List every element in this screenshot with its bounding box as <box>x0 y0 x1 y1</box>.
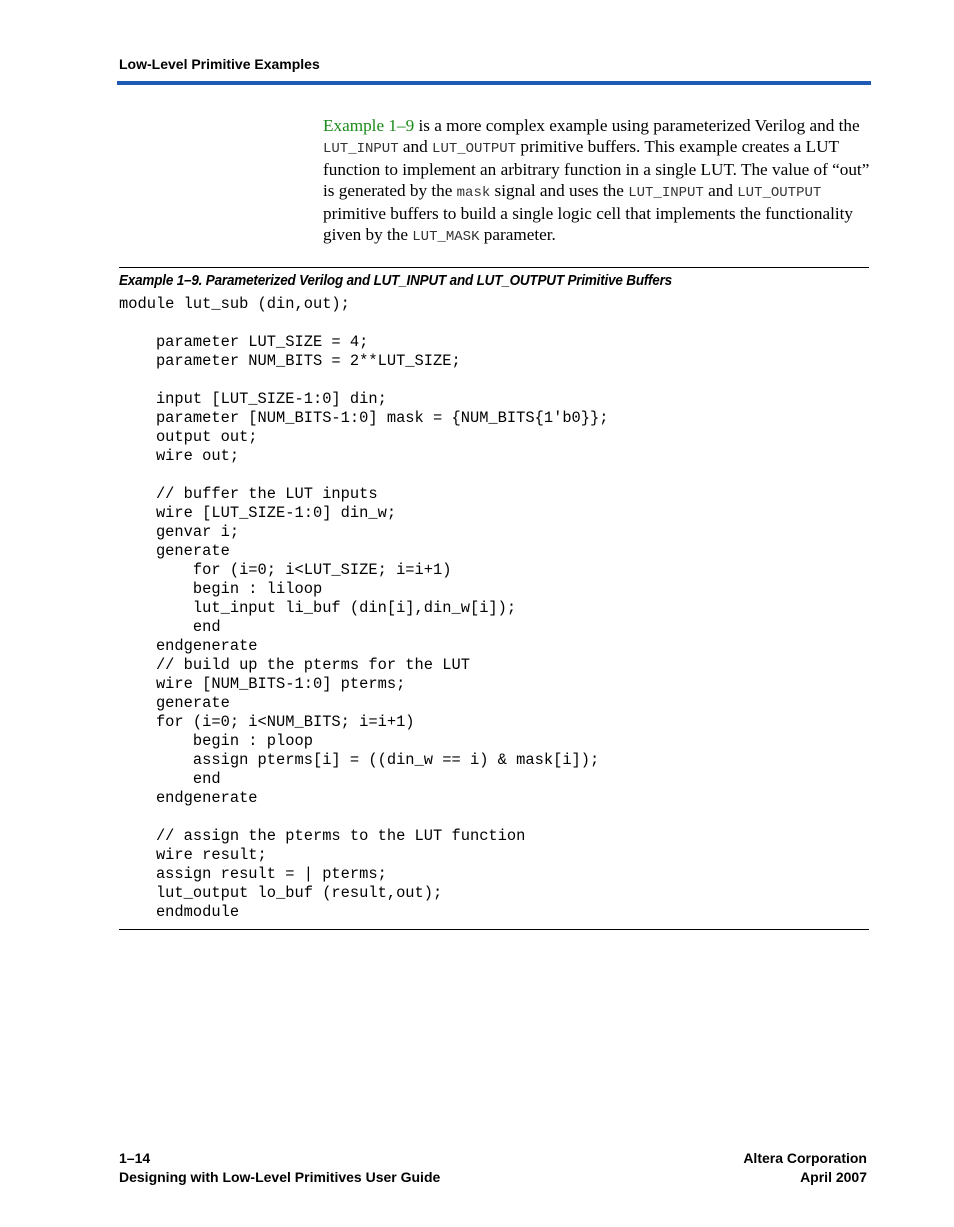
code-line: endgenerate <box>119 789 258 807</box>
example-caption: Example 1–9. Parameterized Verilog and LUT_INPUT and LUT_OUTPUT Primitive Buffers <box>119 273 672 289</box>
code-line: wire [NUM_BITS-1:0] pterms; <box>119 675 406 693</box>
code-line: wire out; <box>119 447 240 465</box>
code-line: end <box>119 618 221 636</box>
intro-paragraph <box>323 116 871 247</box>
code-line: parameter NUM_BITS = 2**LUT_SIZE; <box>119 352 461 370</box>
document-title: Designing with Low-Level Primitives User Guide <box>119 1169 441 1185</box>
header-rule <box>117 81 871 85</box>
code-line: module lut_sub (din,out); <box>119 295 350 313</box>
code-line: for (i=0; i<NUM_BITS; i=i+1) <box>119 713 415 731</box>
code-line: // buffer the LUT inputs <box>119 485 378 503</box>
intro-text-6: primitive buffers to build a single logic cell that implements the functionality given by the <box>323 203 853 244</box>
code-line: endmodule <box>119 903 240 921</box>
code-line: generate <box>119 542 230 560</box>
running-header: Low-Level Primitive Examples <box>119 56 320 72</box>
code-line <box>119 371 609 390</box>
code-mask: mask <box>456 184 491 201</box>
code-lut-input-2: LUT_INPUT <box>628 184 704 201</box>
company-name: Altera Corporation <box>743 1150 867 1166</box>
example-link[interactable]: Example 1–9 <box>323 116 415 135</box>
code-line: lut_input li_buf (din[i],din_w[i]); <box>119 599 517 617</box>
code-lut-output: LUT_OUTPUT <box>432 140 517 157</box>
code-lut-mask: LUT_MASK <box>412 228 480 245</box>
code-line: wire [LUT_SIZE-1:0] din_w; <box>119 504 397 522</box>
code-line: lut_output lo_buf (result,out); <box>119 884 443 902</box>
code-line <box>119 314 609 333</box>
page-number: 1–14 <box>119 1150 151 1166</box>
code-line: parameter LUT_SIZE = 4; <box>119 333 369 351</box>
code-line: for (i=0; i<LUT_SIZE; i=i+1) <box>119 561 452 579</box>
code-line: begin : ploop <box>119 732 313 750</box>
code-lut-input: LUT_INPUT <box>323 140 399 157</box>
intro-text-3: primitive buffers. This example creates a LUT function to implement an arbitrary function in a single LUT. The value of “out” is generated by the <box>323 136 870 200</box>
publication-date: April 2007 <box>800 1169 867 1185</box>
code-line: end <box>119 770 221 788</box>
code-line: generate <box>119 694 230 712</box>
code-line: output out; <box>119 428 258 446</box>
code-line: wire result; <box>119 846 267 864</box>
example-bottom-rule <box>119 929 869 930</box>
code-line: begin : liloop <box>119 580 323 598</box>
code-block <box>119 295 609 922</box>
intro-text-7: parameter. <box>479 224 556 244</box>
code-line: // assign the pterms to the LUT function <box>119 827 526 845</box>
code-line: genvar i; <box>119 523 240 541</box>
code-line: parameter [NUM_BITS-1:0] mask = {NUM_BITS{1'b0}}; <box>119 409 609 427</box>
intro-text-1: is a more complex example using parameterized Verilog and the <box>414 116 860 135</box>
code-line: endgenerate <box>119 637 258 655</box>
example-top-rule <box>119 267 869 268</box>
code-line: input [LUT_SIZE-1:0] din; <box>119 390 387 408</box>
intro-text-4: signal and uses the <box>490 180 629 200</box>
code-line: assign pterms[i] = ((din_w == i) & mask[i]); <box>119 751 600 769</box>
code-line: assign result = | pterms; <box>119 865 387 883</box>
code-line <box>119 466 609 485</box>
code-line: // build up the pterms for the LUT <box>119 656 470 674</box>
code-lut-output-2: LUT_OUTPUT <box>737 184 822 201</box>
intro-text-2: and <box>398 136 433 156</box>
code-line <box>119 808 609 827</box>
intro-text-5: and <box>703 180 738 200</box>
